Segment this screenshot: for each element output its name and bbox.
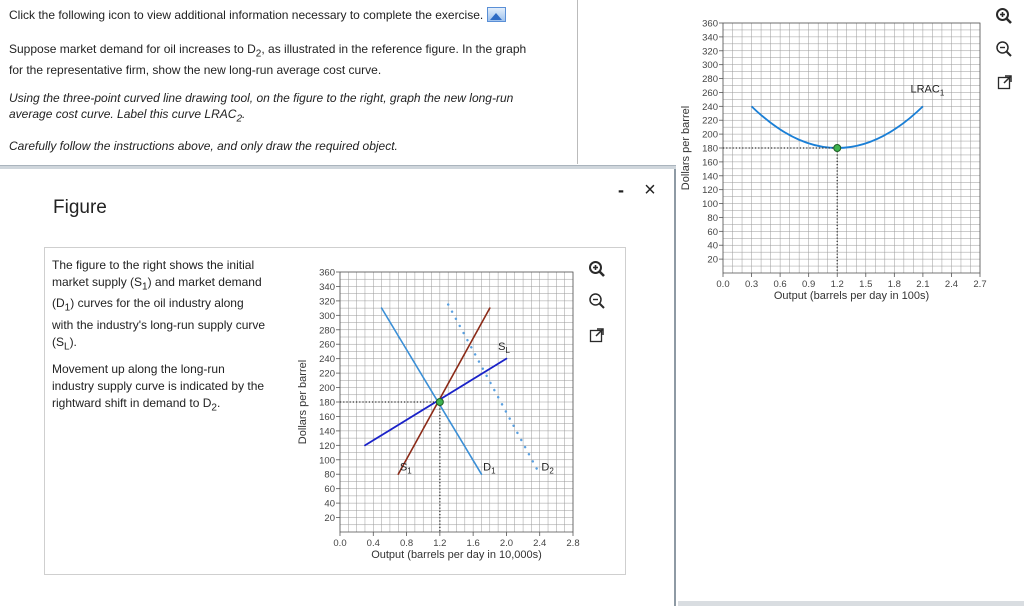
y-tick-label: 160	[319, 411, 335, 423]
x-tick-label: 0.0	[333, 538, 347, 549]
y-tick-label: 200	[319, 383, 335, 395]
y-tick-label: 120	[702, 185, 718, 197]
label-sl-main: S	[498, 341, 506, 353]
y-tick-label: 20	[707, 254, 718, 266]
y-tick-label: 60	[324, 484, 335, 496]
minimize-button[interactable]: -	[618, 180, 624, 200]
close-button[interactable]: ×	[644, 179, 656, 201]
x-tick-label: 0.9	[802, 279, 816, 290]
y-tick-label: 300	[319, 310, 335, 322]
x-tick-label: 0.4	[366, 538, 380, 549]
y-tick-label: 300	[702, 60, 718, 72]
y-tick-label: 320	[319, 296, 335, 308]
y-tick-label: 280	[319, 325, 335, 337]
label-lrac1	[911, 83, 945, 97]
y-tick-label: 100	[702, 199, 718, 211]
firm-chart[interactable]	[676, 10, 996, 320]
bottom-scroll-strip	[678, 601, 1024, 606]
figure-frame	[44, 247, 626, 575]
y-tick-label: 180	[319, 397, 335, 409]
x-tick-label: 2.8	[566, 538, 580, 549]
label-s1-sub: 1	[407, 466, 412, 476]
y-tick-label: 320	[702, 46, 718, 58]
x-tick-label: 2.0	[499, 538, 514, 549]
label-s1	[400, 462, 412, 476]
x-tick-label: 1.6	[466, 538, 480, 549]
instructions-panel	[0, 0, 578, 164]
y-tick-label: 20	[324, 513, 335, 525]
x-tick-label: 2.1	[916, 279, 930, 290]
expand-button[interactable]	[995, 72, 1015, 92]
y-tick-label: 60	[707, 226, 718, 238]
figure-title: Figure	[53, 197, 107, 218]
label-d1	[483, 462, 496, 476]
instruction-line-5: average cost curve. Label this curve $LRAC_2$.	[9, 107, 246, 125]
instruction-line-3: for the representative firm, show the new long-run average cost curve.	[9, 63, 382, 77]
equilibrium-point	[436, 399, 443, 406]
instruction-line-2: Suppose market demand for oil increases to $D_2$, as illustrated in the reference figure. In the graph	[9, 42, 527, 60]
label-lrac1-main: LRAC	[910, 83, 940, 96]
label-lrac1-sub: 1	[939, 88, 945, 98]
label-d2-main: D	[541, 461, 550, 474]
expand-icon	[589, 327, 605, 343]
x-tick-label: 1.2	[433, 538, 447, 549]
x-tick-label: 0.3	[744, 279, 759, 290]
x-axis-label: Output (barrels per day in 100s)	[773, 290, 930, 302]
instruction-line-6: Carefully follow the instructions above, and only draw the required object.	[9, 139, 398, 153]
y-axis-label: Dollars per barrel	[297, 359, 309, 445]
expand-icon	[997, 74, 1013, 90]
y-tick-label: 100	[319, 455, 335, 467]
label-sl-sub: L	[505, 346, 510, 355]
y-tick-label: 120	[319, 440, 335, 452]
y-tick-label: 80	[324, 469, 335, 481]
x-tick-label: 2.4	[944, 279, 959, 290]
supply-s1-line	[398, 308, 490, 474]
zoom-in-icon	[995, 7, 1013, 25]
lrac-minimum-point	[834, 145, 841, 152]
label-d2-sub: 2	[549, 466, 554, 476]
x-tick-label: 1.8	[887, 279, 901, 290]
x-tick-label: 1.2	[830, 279, 844, 290]
label-sl	[498, 341, 510, 355]
chart-grid	[340, 272, 573, 532]
zoom-out-button[interactable]	[994, 39, 1014, 59]
x-tick-label: 0.0	[716, 279, 730, 290]
figure-window	[0, 169, 676, 606]
image-icon[interactable]	[487, 7, 506, 22]
y-tick-label: 40	[324, 498, 335, 510]
label-d1-sub: 1	[491, 466, 496, 476]
figure-description-2: Movement up along the long-run industry supply curve is indicated by the rightward shift in demand to $D_2$.	[52, 362, 265, 414]
y-tick-label: 40	[707, 240, 718, 252]
industry-chart	[271, 248, 591, 576]
zoom-out-icon	[995, 40, 1013, 58]
y-tick-label: 200	[702, 129, 718, 141]
label-d2	[541, 462, 554, 476]
x-tick-label: 0.6	[773, 279, 787, 290]
y-tick-label: 240	[319, 354, 335, 366]
y-tick-label: 260	[319, 339, 335, 351]
x-tick-label: 2.7	[973, 279, 987, 290]
y-tick-label: 340	[702, 32, 718, 44]
y-tick-label: 260	[702, 87, 718, 99]
y-tick-label: 360	[319, 267, 335, 279]
x-tick-label: 2.4	[533, 538, 547, 549]
y-tick-label: 160	[702, 157, 718, 169]
y-tick-label: 240	[702, 101, 718, 113]
y-tick-label: 180	[702, 143, 718, 155]
instruction-line-1: Click the following icon to view additional information necessary to complete the exercise.	[9, 7, 506, 23]
zoom-in-button[interactable]	[994, 6, 1014, 26]
y-tick-label: 280	[702, 74, 718, 86]
figure-description-1: The figure to the right shows the initial market supply $(S_1)$ and market demand $(D_1)$ curves for the oil industry along with the industry's long-run supply curve $(S_L)$.	[52, 258, 266, 353]
x-axis-label: Output (barrels per day in 10,000s)	[371, 549, 542, 561]
instruction-line-4: Using the three-point curved line drawing tool, on the figure to the right, graph the new long-run	[9, 91, 514, 105]
label-d1-main: D	[483, 461, 492, 474]
x-tick-label: 0.8	[399, 538, 414, 549]
x-tick-label: 1.5	[859, 279, 873, 290]
y-tick-label: 80	[707, 212, 718, 224]
label-s1-main: S	[399, 461, 408, 474]
y-tick-label: 140	[702, 171, 718, 183]
y-tick-label: 140	[319, 426, 335, 438]
y-tick-label: 360	[702, 18, 718, 30]
y-axis-label: Dollars per barrel	[680, 105, 692, 191]
y-tick-label: 340	[319, 281, 335, 293]
y-tick-label: 220	[319, 368, 335, 380]
y-tick-label: 220	[702, 115, 718, 127]
